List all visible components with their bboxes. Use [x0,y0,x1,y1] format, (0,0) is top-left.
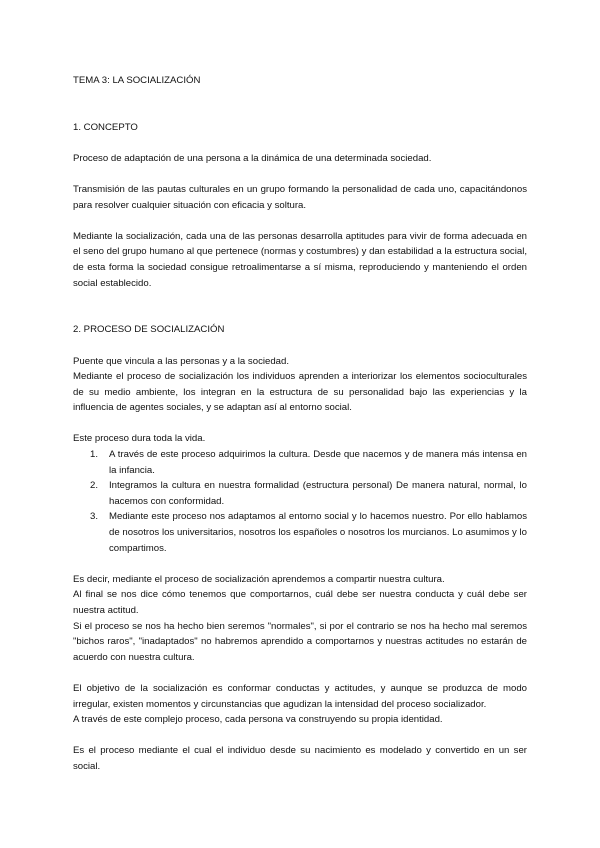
list-number: 2. [90,480,99,492]
spacer [73,307,527,323]
numbered-list [73,447,527,556]
paragraph: Mediante la socialización, cada una de las personas desarrolla aptitudes para vivir de forma adecuada en el seno del grupo humano al que pertenece (normas y costumbres) y dan estabilidad a la estructura social, de esta forma la sociedad consigue retroalimentarse a sí misma, reproduciendo y manteniendo el orden social establecido. [73,230,527,289]
paragraph: Es el proceso mediante el cual el individuo desde su nacimiento es modelado y convertido en un ser social. [73,745,527,772]
paragraph: A través de este complejo proceso, cada persona va construyendo su propia identidad. [73,714,443,726]
list-intro: Este proceso dura toda la vida. [73,433,206,445]
paragraph: El objetivo de la socialización es conformar conductas y actitudes, y aunque se produzca de modo irregular, existen momentos y circunstancias que agudizan la intensidad del proceso socializador. [73,682,527,710]
paragraph: Transmisión de las pautas culturales en un grupo formando la personalidad de cada uno, capacitándonos para resolver cualquier situación con eficacia y soltura. [73,183,527,211]
list-item-text: Mediante este proceso nos adaptamos al entorno social y lo hacemos nuestro. Por ello hablamos de nosotros los universitarios, nosotros los españoles o nosotros los murcianos. Lo asumimos y lo compartimos. [109,511,527,554]
list-item [73,447,527,478]
paragraph: Proceso de adaptación de una persona a la dinámica de una determinada sociedad. [73,152,432,164]
list-item-text: Integramos la cultura en nuestra formalidad (estructura personal) De manera natural, normal, lo hacemos con conformidad. [109,480,527,507]
paragraph: Puente que vincula a las personas y a la sociedad. [73,355,289,367]
section-heading-proceso: 2. PROCESO DE SOCIALIZACIÓN [73,324,225,336]
paragraph: Al final se nos dice cómo tenemos que comportarnos, cuál debe ser nuestra conducta y cuál debe ser nuestra actitud. [73,589,527,616]
list-number: 3. [90,511,99,523]
document-title: TEMA 3: LA SOCIALIZACIÓN [73,75,201,86]
paragraph: Si el proceso se nos ha hecho bien seremos "normales", si por el contrario se nos ha hecho mal seremos "bichos raros", "inadaptados" no habremos aprendido a comportarnos y nuestras actitudes no estarán de acuerdo con nuestra cultura. [73,620,527,663]
section-heading-concepto: 1. CONCEPTO [73,121,138,133]
list-item [73,478,527,509]
list-item-text: A través de este proceso adquirimos la cultura. Desde que nacemos y de manera más intensa en la infancia. [109,449,527,476]
paragraph: Es decir, mediante el proceso de socialización aprendemos a compartir nuestra cultura. [73,573,445,585]
list-number: 1. [90,449,99,461]
paragraph: Mediante el proceso de socialización los individuos aprenden a interiorizar los elementos socioculturales de su medio ambiente, los integran en la estructura de su personalidad bajo las experiencias y la influencia de agentes sociales, y se adaptan así al entorno social. [73,371,527,414]
list-item [73,509,527,556]
